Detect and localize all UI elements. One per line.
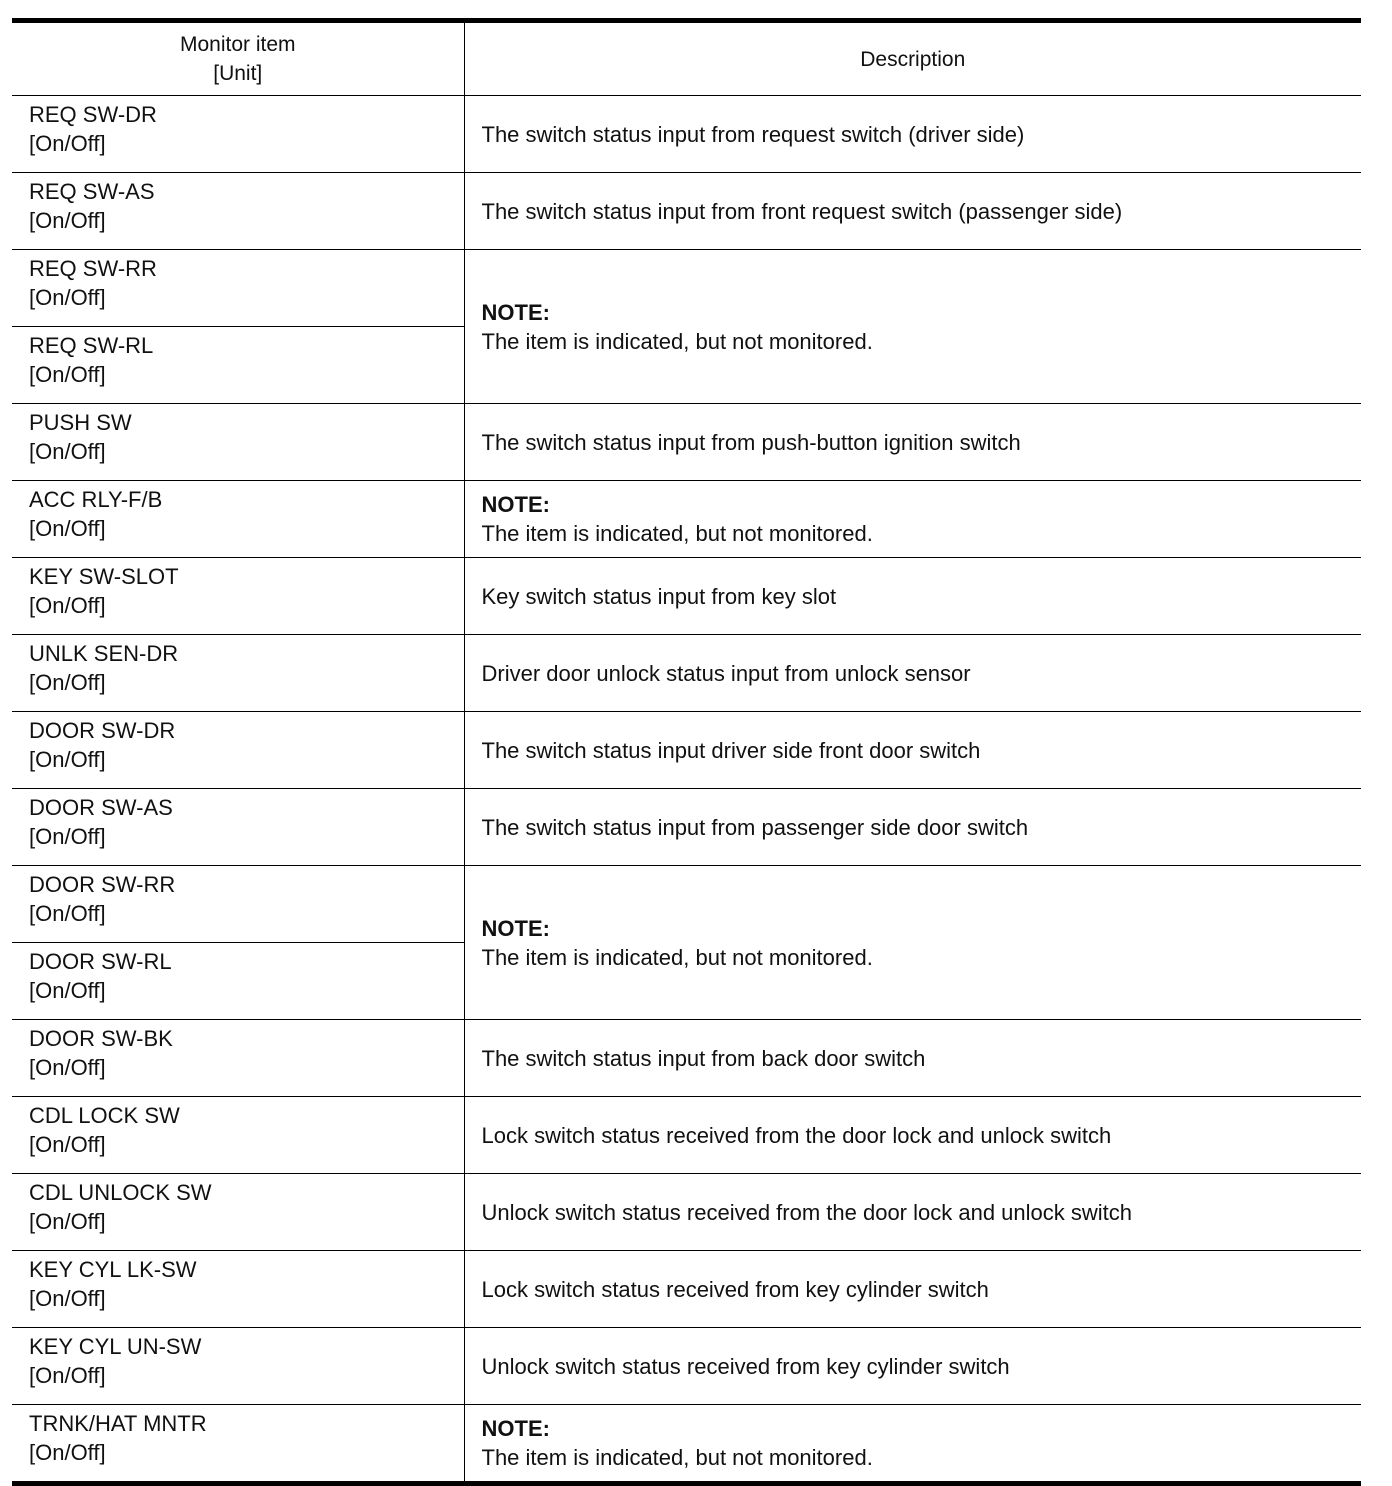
item-unit: [On/Off] bbox=[29, 1209, 106, 1234]
monitor-item-cell bbox=[12, 404, 464, 481]
description-cell: Lock switch status received from the door lock and unlock switch bbox=[464, 1097, 1361, 1174]
note-label: NOTE: bbox=[481, 492, 550, 517]
description-cell: The switch status input from push-button ignition switch bbox=[464, 404, 1361, 481]
note-text: The item is indicated, but not monitored. bbox=[481, 1445, 873, 1470]
item-name: DOOR SW-RR bbox=[29, 872, 176, 897]
item-name: DOOR SW-DR bbox=[29, 718, 176, 743]
monitor-item-cell bbox=[12, 173, 464, 250]
table-row bbox=[12, 1251, 1361, 1328]
monitor-item-cell bbox=[12, 866, 464, 943]
description-cell: Unlock switch status received from key cylinder switch bbox=[464, 1328, 1361, 1405]
description-cell: Unlock switch status received from the door lock and unlock switch bbox=[464, 1174, 1361, 1251]
item-unit: [On/Off] bbox=[29, 439, 106, 464]
item-unit: [On/Off] bbox=[29, 824, 106, 849]
item-unit: [On/Off] bbox=[29, 1363, 106, 1388]
description-cell: The switch status input from passenger side door switch bbox=[464, 789, 1361, 866]
item-name: ACC RLY-F/B bbox=[29, 487, 163, 512]
monitor-item-table bbox=[12, 18, 1361, 1486]
header-monitor-item-label: Monitor item bbox=[179, 33, 296, 56]
note-text: The item is indicated, but not monitored. bbox=[481, 521, 873, 546]
item-name: DOOR SW-BK bbox=[29, 1026, 173, 1051]
item-name: REQ SW-DR bbox=[29, 102, 157, 127]
item-unit: [On/Off] bbox=[29, 670, 106, 695]
monitor-item-cell bbox=[12, 1020, 464, 1097]
column-header-description: Description bbox=[464, 21, 1361, 96]
description-cell: The switch status input from front request switch (passenger side) bbox=[464, 173, 1361, 250]
monitor-item-cell bbox=[12, 1328, 464, 1405]
monitor-item-cell bbox=[12, 558, 464, 635]
item-unit: [On/Off] bbox=[29, 1440, 106, 1465]
item-name: DOOR SW-AS bbox=[29, 795, 173, 820]
table-row bbox=[12, 1328, 1361, 1405]
note-text: The item is indicated, but not monitored. bbox=[481, 944, 873, 970]
monitor-item-cell bbox=[12, 96, 464, 173]
table-row bbox=[12, 173, 1361, 250]
monitor-item-cell bbox=[12, 789, 464, 866]
table-row bbox=[12, 404, 1361, 481]
note-cell bbox=[464, 866, 1361, 1020]
item-name: KEY SW-SLOT bbox=[29, 564, 179, 589]
note-label: NOTE: bbox=[481, 1416, 550, 1441]
note-label: NOTE: bbox=[481, 915, 550, 941]
table-row bbox=[12, 250, 1361, 327]
item-unit: [On/Off] bbox=[29, 362, 106, 387]
note-cell bbox=[464, 481, 1361, 558]
header-unit-label: [Unit] bbox=[213, 62, 263, 85]
table-row bbox=[12, 96, 1361, 173]
monitor-item-cell bbox=[12, 1174, 464, 1251]
monitor-item-cell bbox=[12, 712, 464, 789]
table-row bbox=[12, 789, 1361, 866]
monitor-item-cell bbox=[12, 1097, 464, 1174]
item-unit: [On/Off] bbox=[29, 978, 106, 1003]
description-cell: Driver door unlock status input from unlock sensor bbox=[464, 635, 1361, 712]
item-name: UNLK SEN-DR bbox=[29, 641, 179, 666]
table-row bbox=[12, 558, 1361, 635]
description-cell: The switch status input from back door switch bbox=[464, 1020, 1361, 1097]
description-cell: Key switch status input from key slot bbox=[464, 558, 1361, 635]
monitor-item-cell bbox=[12, 635, 464, 712]
monitor-item-cell bbox=[12, 481, 464, 558]
item-name: CDL UNLOCK SW bbox=[29, 1180, 212, 1205]
table-row bbox=[12, 1174, 1361, 1251]
item-unit: [On/Off] bbox=[29, 516, 106, 541]
item-unit: [On/Off] bbox=[29, 285, 106, 310]
table-row bbox=[12, 481, 1361, 558]
item-unit: [On/Off] bbox=[29, 901, 106, 926]
item-name: REQ SW-RL bbox=[29, 333, 154, 358]
item-name: REQ SW-AS bbox=[29, 179, 155, 204]
description-cell: Lock switch status received from key cylinder switch bbox=[464, 1251, 1361, 1328]
item-unit: [On/Off] bbox=[29, 1055, 106, 1080]
item-unit: [On/Off] bbox=[29, 1132, 106, 1157]
item-unit: [On/Off] bbox=[29, 747, 106, 772]
table-row bbox=[12, 635, 1361, 712]
item-name: TRNK/HAT MNTR bbox=[29, 1411, 207, 1436]
monitor-item-cell bbox=[12, 943, 464, 1020]
item-name: DOOR SW-RL bbox=[29, 949, 172, 974]
monitor-item-cell bbox=[12, 327, 464, 404]
item-unit: [On/Off] bbox=[29, 208, 106, 233]
monitor-item-cell bbox=[12, 250, 464, 327]
item-name: REQ SW-RR bbox=[29, 256, 157, 281]
monitor-item-cell bbox=[12, 1405, 464, 1484]
note-cell bbox=[464, 250, 1361, 404]
table-row bbox=[12, 866, 1361, 943]
item-name: CDL LOCK SW bbox=[29, 1103, 180, 1128]
table-row bbox=[12, 712, 1361, 789]
item-name: KEY CYL UN-SW bbox=[29, 1334, 202, 1359]
item-name: KEY CYL LK-SW bbox=[29, 1257, 197, 1282]
description-cell: The switch status input driver side front door switch bbox=[464, 712, 1361, 789]
item-unit: [On/Off] bbox=[29, 593, 106, 618]
note-label: NOTE: bbox=[481, 299, 550, 325]
note-cell bbox=[464, 1405, 1361, 1484]
table-row bbox=[12, 1405, 1361, 1484]
table-row bbox=[12, 1097, 1361, 1174]
monitor-item-cell bbox=[12, 1251, 464, 1328]
description-cell: The switch status input from request switch (driver side) bbox=[481, 121, 1025, 147]
note-text: The item is indicated, but not monitored. bbox=[481, 328, 873, 354]
item-unit: [On/Off] bbox=[29, 131, 106, 156]
item-unit: [On/Off] bbox=[29, 1286, 106, 1311]
table-row bbox=[12, 1020, 1361, 1097]
item-name: PUSH SW bbox=[29, 410, 132, 435]
table-header-row bbox=[12, 21, 1361, 96]
column-header-monitor-item bbox=[12, 21, 464, 96]
